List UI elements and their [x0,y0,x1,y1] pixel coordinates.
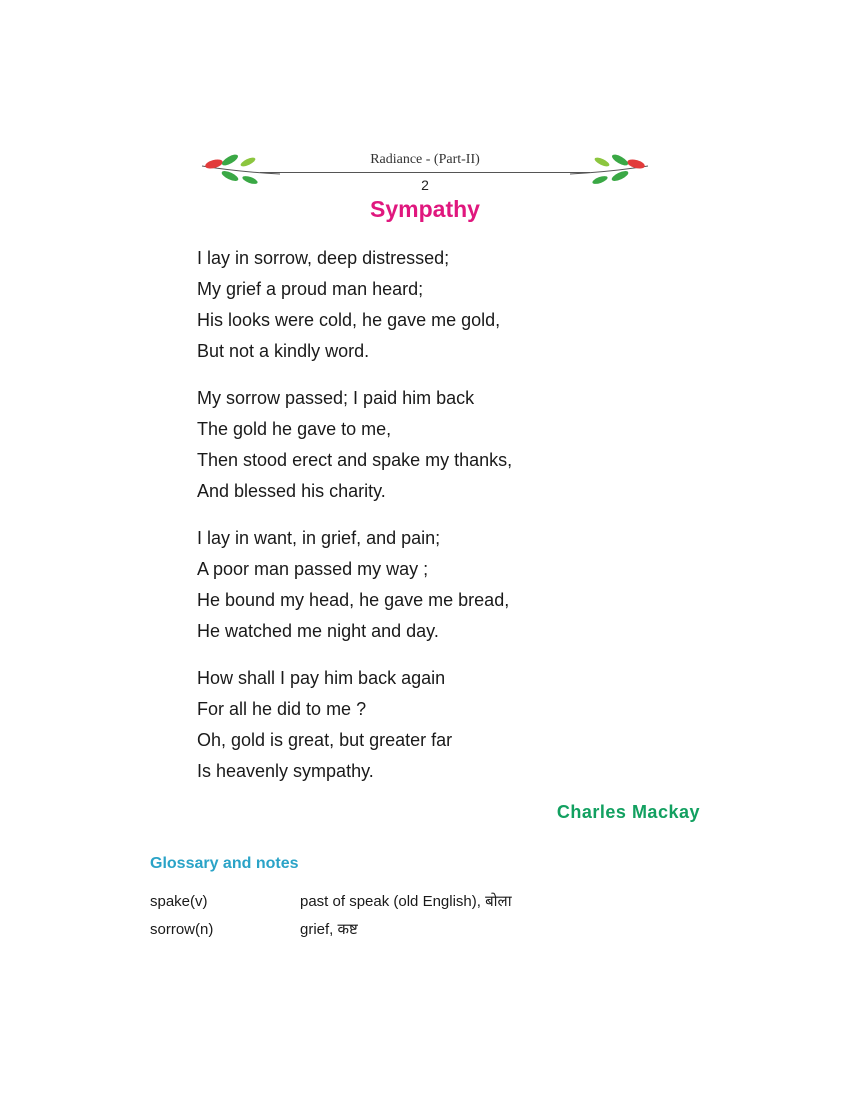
page-number: 2 [421,177,429,193]
poem-author: Charles Mackay [556,802,700,822]
poem-line: He watched me night and day. [197,621,439,641]
stanza [197,523,657,647]
poem-line: Is heavenly sympathy. [197,761,374,781]
glossary-list [150,888,650,944]
poem-title: Sympathy [370,196,480,222]
poem-line: But not a kindly word. [197,341,370,361]
book-title: Radiance - (Part-II) [370,152,480,167]
glossary-heading: Glossary and notes [150,855,299,872]
poem-line: Then stood erect and spake my thanks, [197,450,513,470]
glossary-definition: past of speak (old English), बोला [300,893,512,910]
poem-line: I lay in sorrow, deep distressed; [197,248,450,268]
stanza [197,663,657,787]
glossary-entry [150,916,650,944]
poem-body [197,243,657,803]
poem-line: He bound my head, he gave me bread, [197,590,510,610]
header-divider [260,172,590,173]
poem-line: My grief a proud man heard; [197,279,424,299]
poem-line: I lay in want, in grief, and pain; [197,528,441,548]
glossary-term: sorrow(n) [150,921,214,938]
poem-line: A poor man passed my way ; [197,559,429,579]
glossary-term: spake(v) [150,893,208,910]
glossary-entry [150,888,650,916]
stanza [197,383,657,507]
poem-line: The gold he gave to me, [197,419,392,439]
glossary-definition: grief, कष्ट [300,921,358,938]
poem-line: And blessed his charity. [197,481,386,501]
stanza [197,243,657,367]
poem-line: For all he did to me ? [197,699,367,719]
poem-line: My sorrow passed; I paid him back [197,388,475,408]
poem-line: How shall I pay him back again [197,668,446,688]
poem-line: Oh, gold is great, but greater far [197,730,453,750]
poem-line: His looks were cold, he gave me gold, [197,310,501,330]
